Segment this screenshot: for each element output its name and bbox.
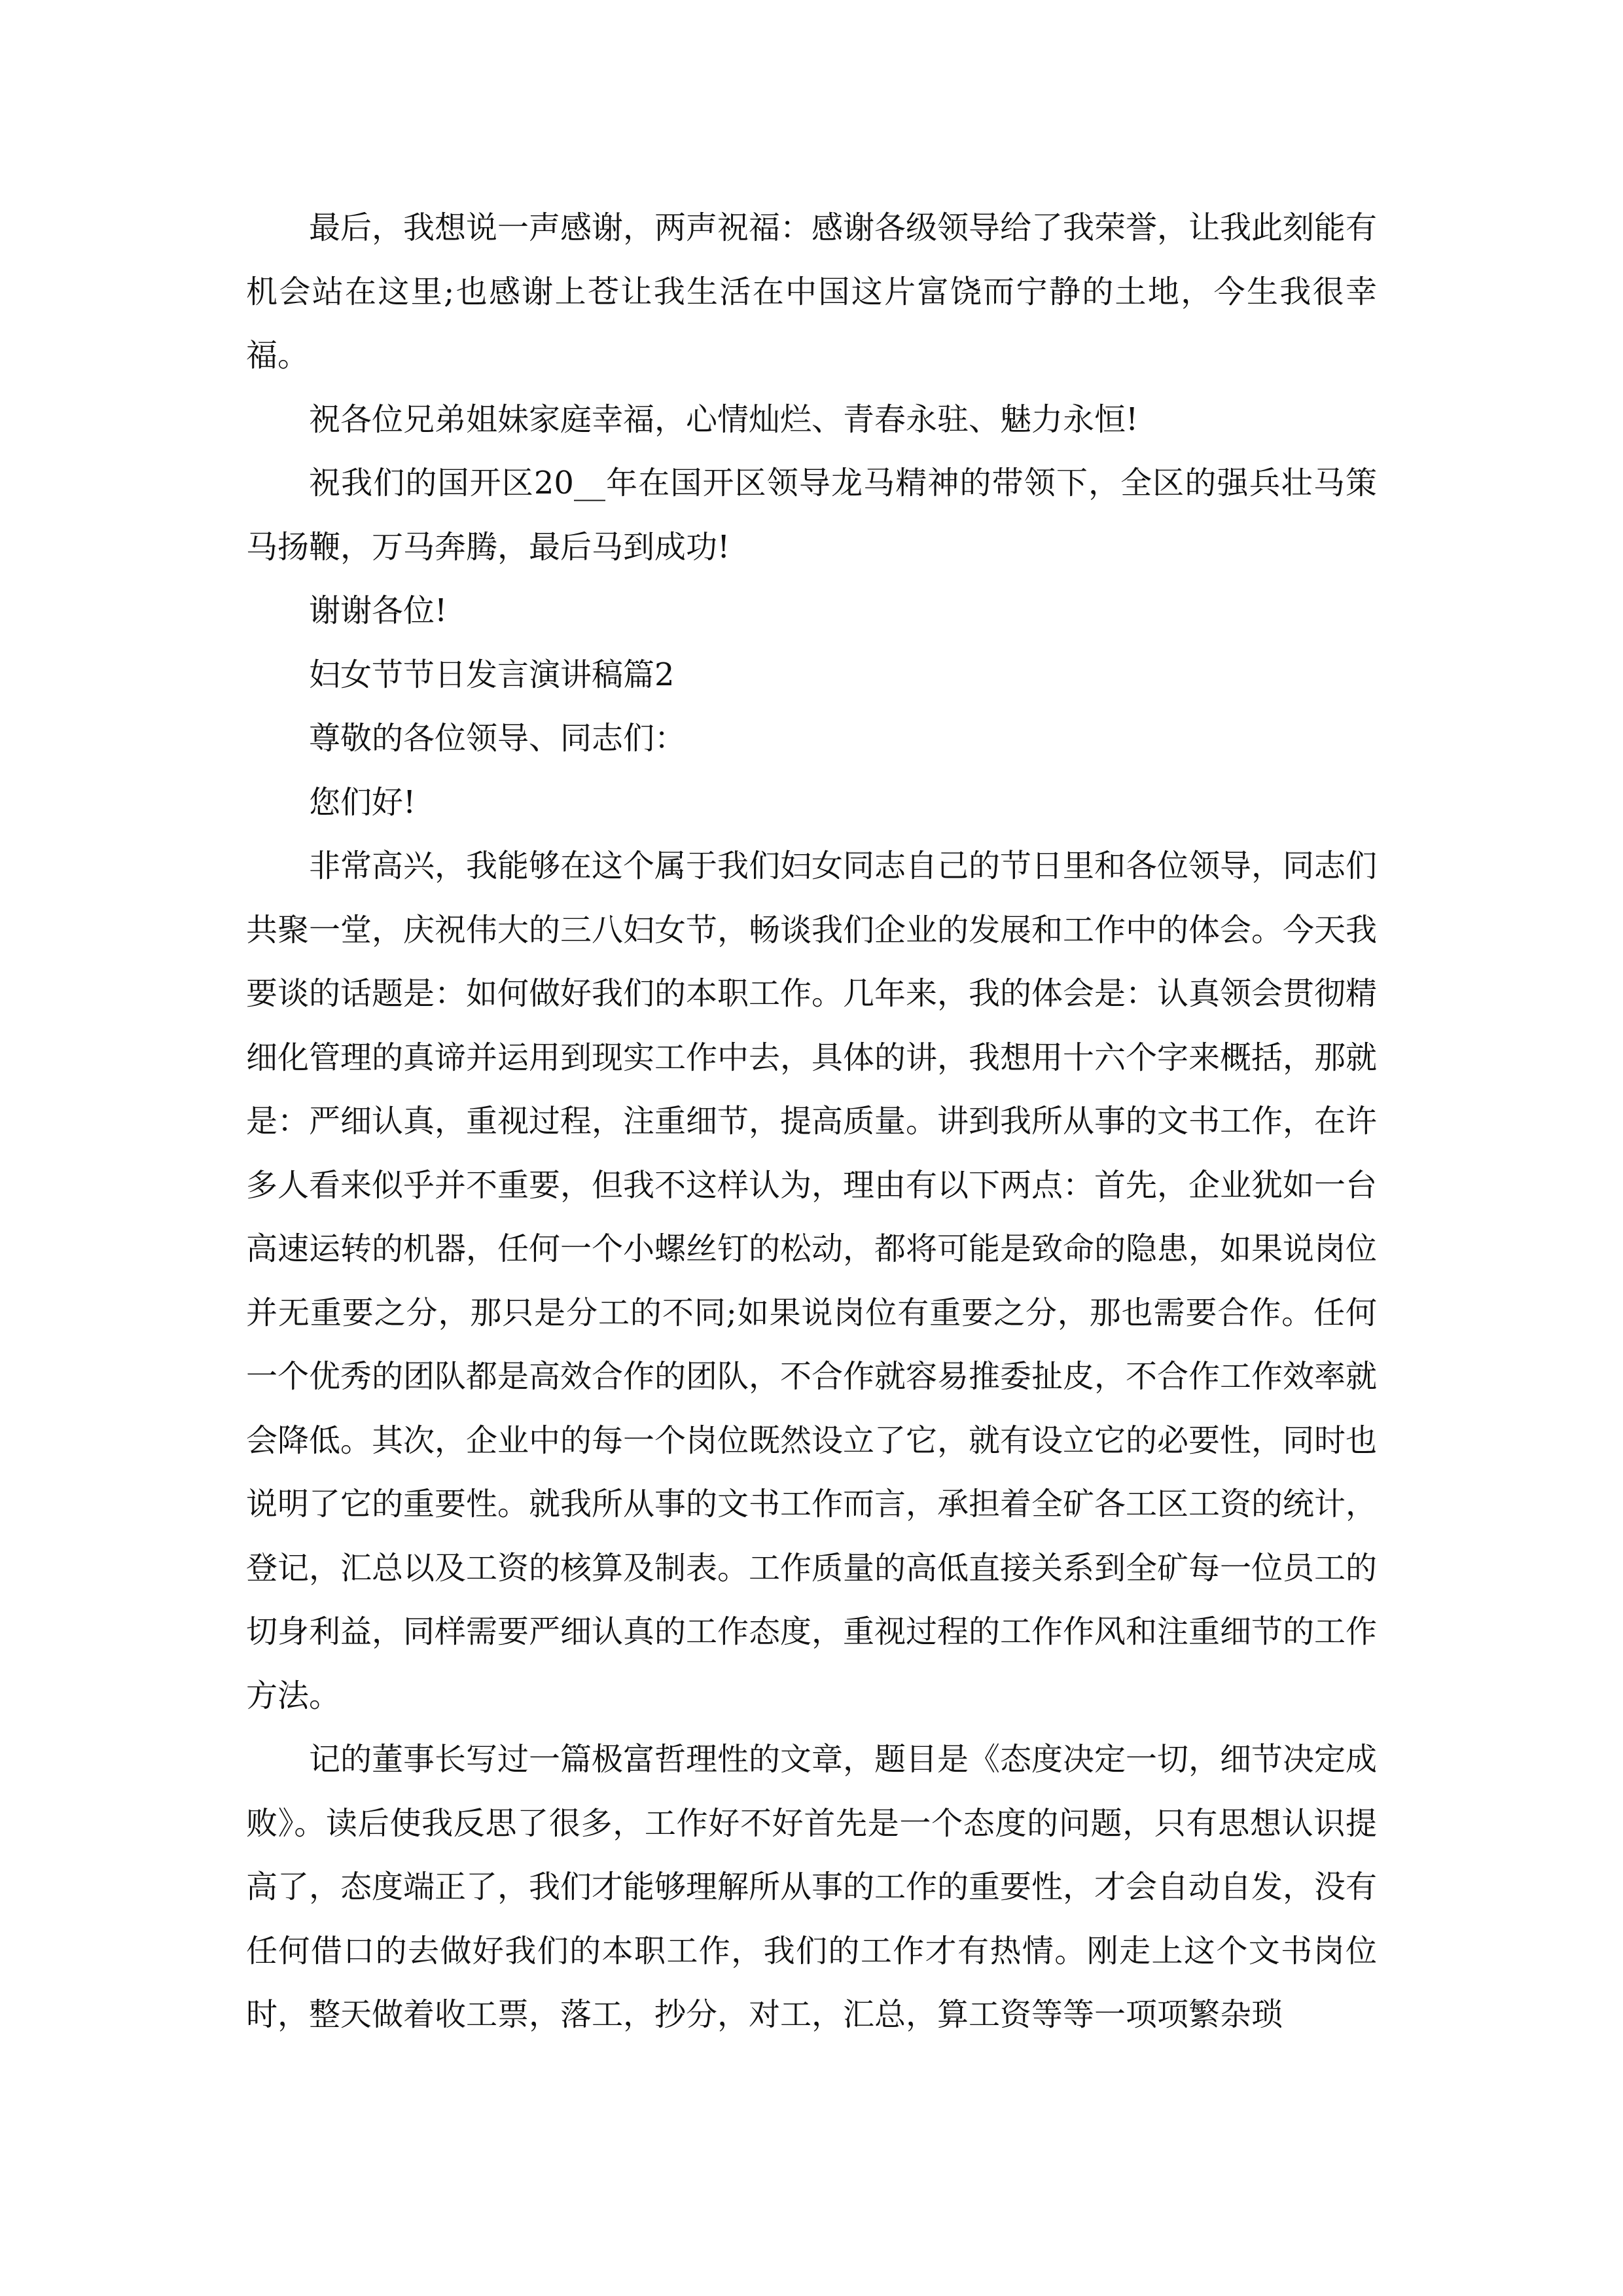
section-heading: 妇女节节日发言演讲稿篇2 [309,656,675,693]
paragraph-district-wishes: 祝我们的国开区20__年在国开区领导龙马精神的带领下，全区的强兵壮马策马扬鞭，万马奔腾，最后马到成功! [246,465,1377,565]
paragraph-main-body: 非常高兴，我能够在这个属于我们妇女同志自己的节日里和各位领导，同志们共聚一堂，庆祝伟大的三八妇女节，畅谈我们企业的发展和工作中的体会。今天我要谈的话题是：如何做好我们的本职工作。几年来，我的体会是：认真领会贯彻精细化管理的真谛并运用到现实工作中去，具体的讲，我想用十六个字来概括，那就是：严细认真，重视过程，注重细节，提高质量。讲到我所从事的文书工作，在许多人看来似乎并不重要，但我不这样认为，理由有以下两点：首先，企业犹如一台高速运转的机器，任何一个小螺丝钉的松动，都将可能是致命的隐患，如果说岗位并无重要之分，那只是分工的不同;如果说岗位有重要之分，那也需要合作。任何一个优秀的团队都是高效合作的团队，不合作就容易推委扯皮，不合作工作效率就会降低。其次，企业中的每一个岗位既然设立了它，就有设立它的必要性，同时也说明了它的重要性。就我所从事的文书工作而言，承担着全矿各工区工资的统计，登记，汇总以及工资的核算及制表。工作质量的高低直接关系到全矿每一位员工的切身利益，同样需要严细认真的工作态度，重视过程的工作作风和注重细节的工作方法。 [246,848,1378,1714]
document-body [246,196,1377,2047]
paragraph-closing-thanks: 最后，我想说一声感谢，两声祝福：感谢各级领导给了我荣誉，让我此刻能有机会站在这里;也感谢上苍让我生活在中国这片富饶而宁静的土地，今生我很幸福。 [246,209,1378,374]
paragraph-wishes: 祝各位兄弟姐妹家庭幸福，心情灿烂、青春永驻、魅力永恒! [309,401,1139,438]
greeting: 您们好! [309,783,416,821]
paragraph-attitude: 记的董事长写过一篇极富哲理性的文章，题目是《态度决定一切，细节决定成败》。读后使我反思了很多，工作好不好首先是一个态度的问题，只有思想认识提高了，态度端正了，我们才能够理解所从事的工作的重要性，才会自动自发，没有任何借口的去做好我们的本职工作，我们的工作才有热情。刚走上这个文书岗位时，整天做着收工票，落工，抄分，对工，汇总，算工资等等一项项繁杂琐 [246,1741,1378,2033]
paragraph-thank-you: 谢谢各位! [309,592,448,629]
salutation: 尊敬的各位领导、同志们： [309,720,687,757]
